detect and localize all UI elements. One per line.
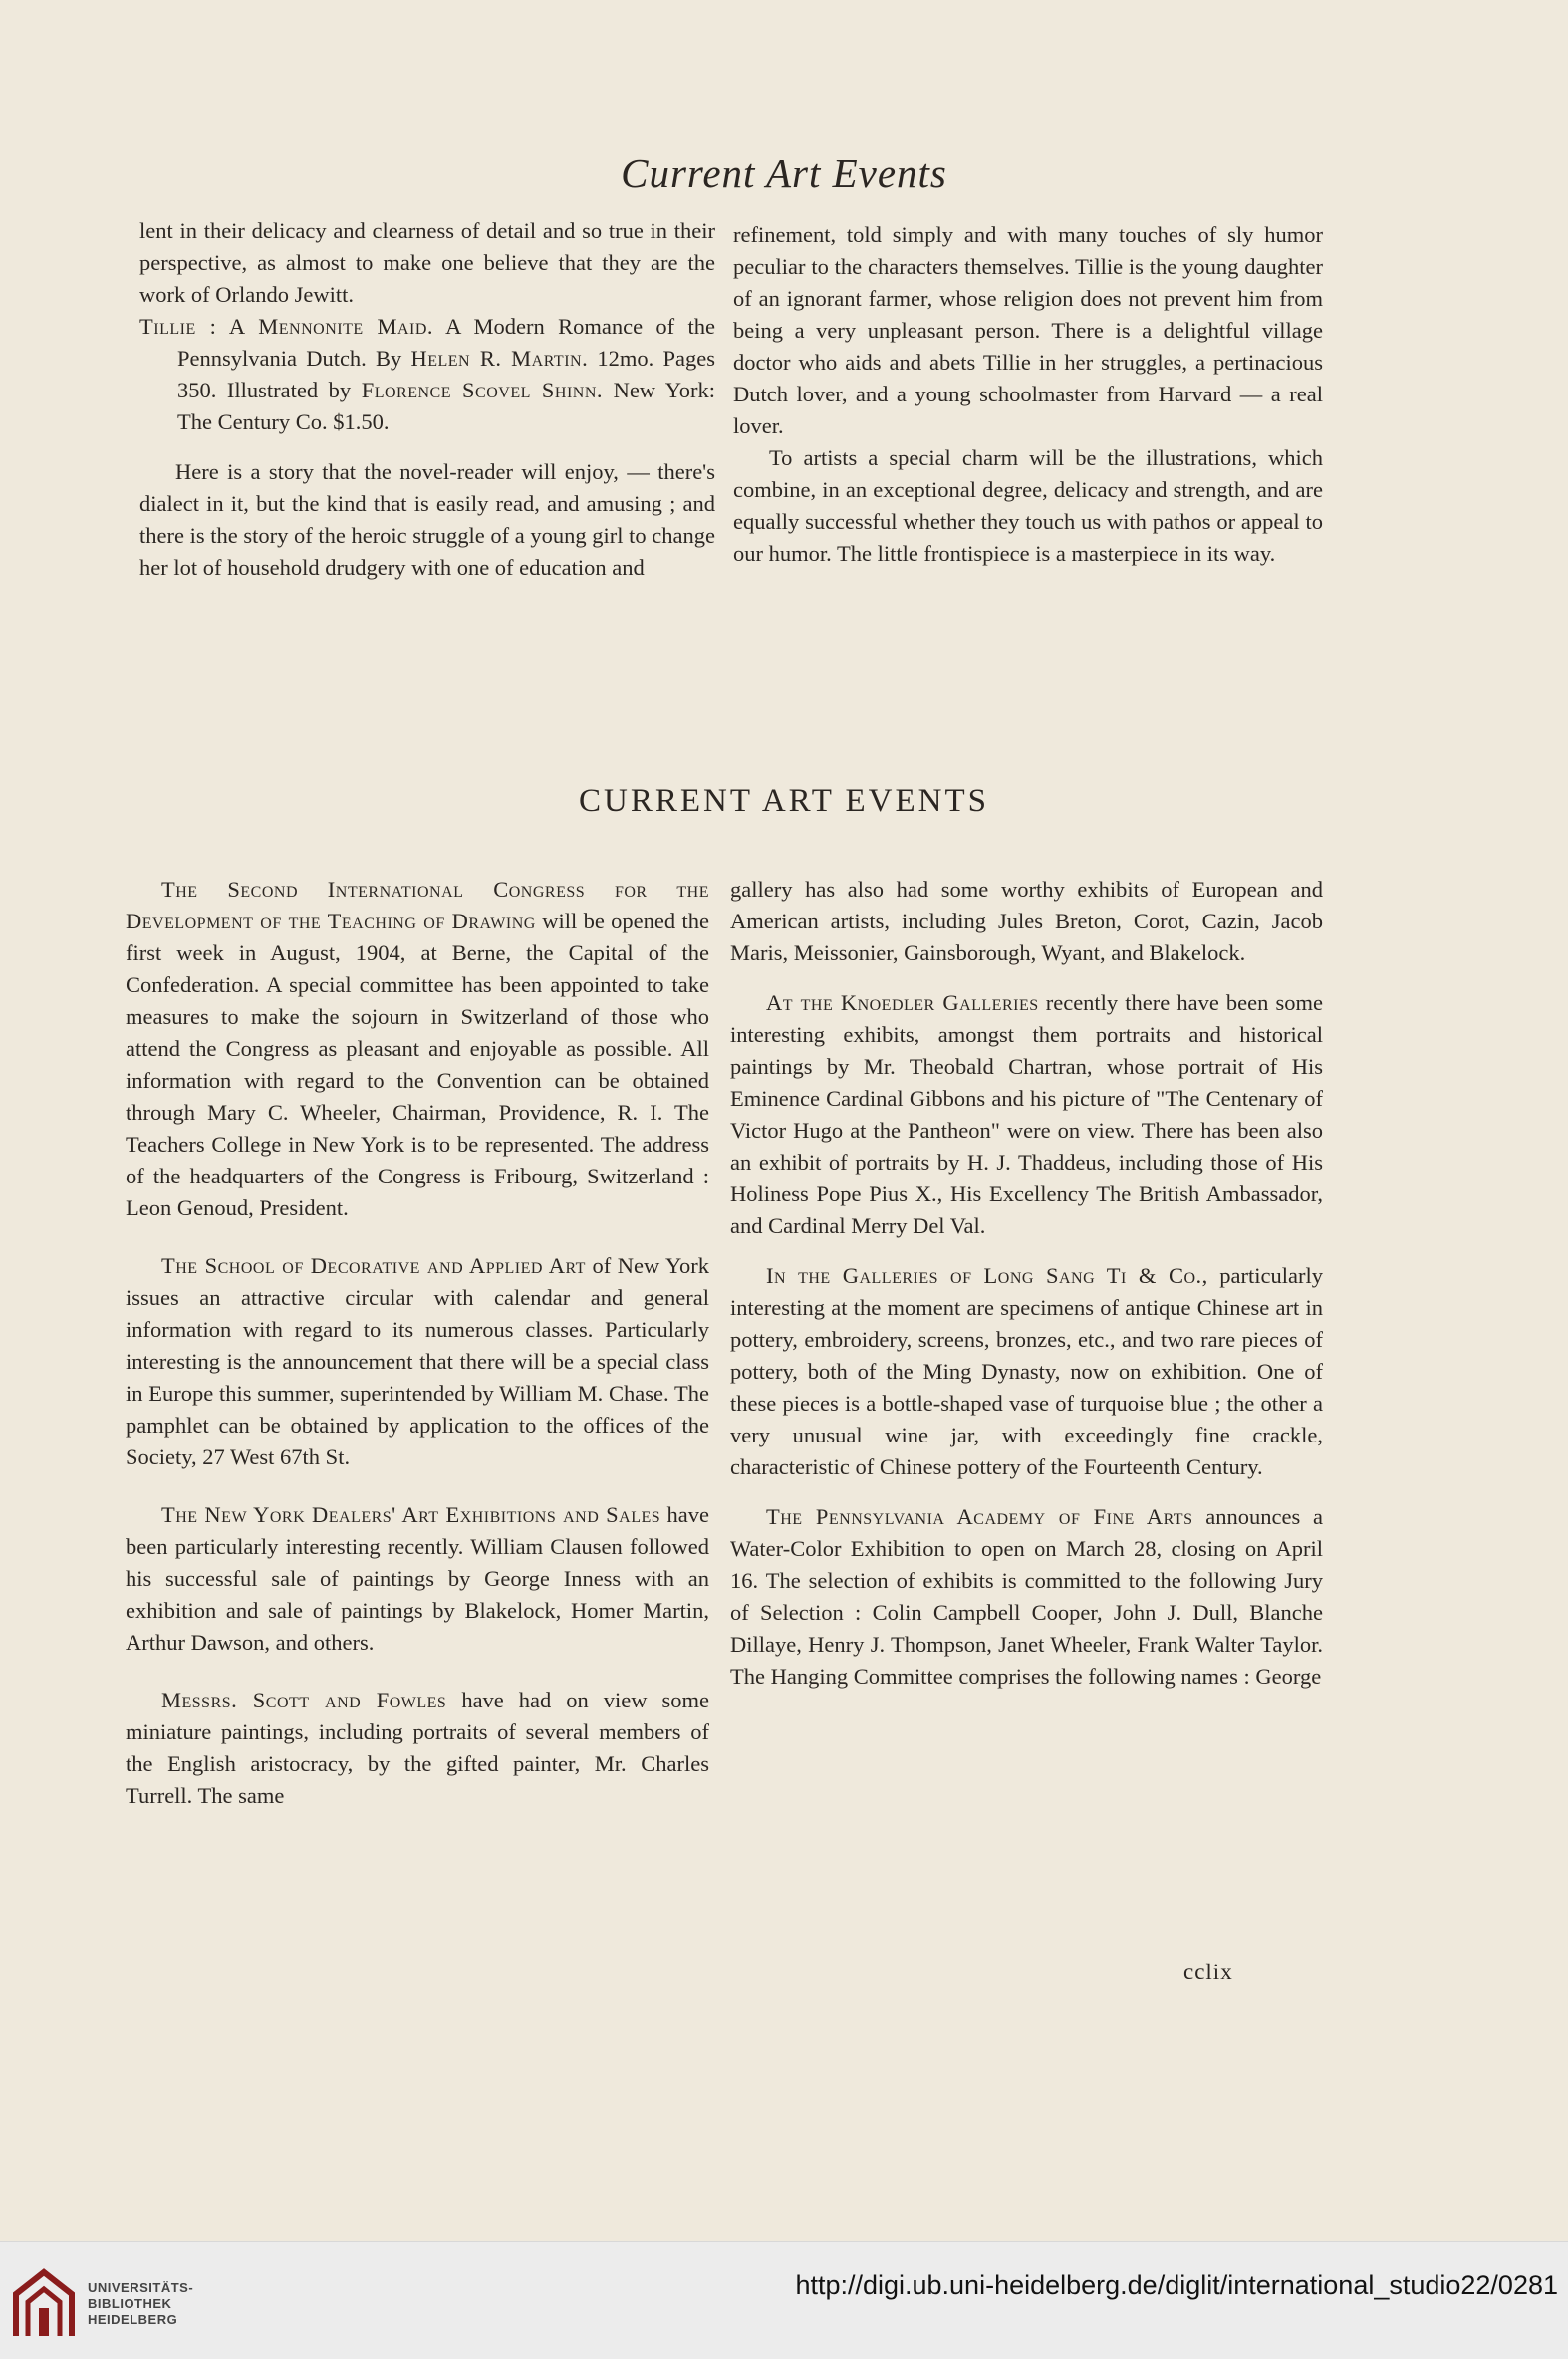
section-title: CURRENT ART EVENTS [578, 783, 989, 819]
paragraph: The New York Dealers' Art Exhibitions and Sales have been particularly interesting recently. William Clausen followed his successful sale of paintings by George Inness with an exhibition and sale of paintings by Blakelock, Homer Martin, Arthur Dawson, and others. [126, 1502, 709, 1655]
paragraph: The Pennsylvania Academy of Fine Arts announces a Water-Color Exhibition to open on March 28, closing on April 16. The selection of exhibits is committed to the following Jury of Selection : Colin Campbell Cooper, John J. Dull, Blanche Dillaye, Henry J. Thompson, Janet Wheeler, Frank Walter Taylor. The Hanging Committee comprises the following names : George [730, 1504, 1323, 1689]
paragraph: The Second International Congress for the Development of the Teaching of Drawing will be opened the first week in August, 1904, at Berne, the Capital of the Confederation. A special committee has been appointed to take measures to make the sojourn in Switzerland of those who attend the Congress as pleasant and enjoyable as possible. All information with regard to the Convention can be obtained through Mary C. Wheeler, Chairman, Providence, R. I. The Teachers College in New York is to be represented. The address of the headquarters of the Congress is Fribourg, Switzerland : Leon Genoud, President. [126, 877, 710, 1220]
viewer-footer [0, 2241, 1568, 2359]
page-number: cclix [1183, 1960, 1233, 1984]
running-head: Current Art Events [621, 150, 947, 196]
source-url[interactable]: http://digi.ub.uni-heidelberg.de/diglit/international_studio22/0281 [795, 2270, 1558, 2300]
left-column-top [139, 215, 715, 584]
right-column-top [733, 219, 1323, 570]
paragraph: In the Galleries of Long Sang Ti & Co., particularly interesting at the moment are specimens of antique Chinese art in pottery, embroidery, screens, bronzes, etc., and two rare pieces of pottery, both of the Ming Dynasty, now on exhibition. One of these pieces is a bottle-shaped vase of turquoise blue ; the other a very unusual wine jar, with exceedingly fine crackle, characteristic of Chinese pottery of the Fourteenth Century. [730, 1263, 1324, 1479]
right-column-bottom [730, 874, 1323, 1693]
paragraph: To artists a special charm will be the illustrations, which combine, in an exceptional degree, delicacy and strength, and are equally successful whether they touch us with pathos or appeal to our humor. The little frontispiece is a masterpiece in its way. [733, 445, 1323, 566]
library-logo-text: UNIVERSITÄTS- BIBLIOTHEK HEIDELBERG [88, 2280, 194, 2327]
paragraph: Here is a story that the novel-reader will enjoy, — there's dialect in it, but the kind that is easily read, and amusing ; and there is the story of the heroic struggle of a young girl to change her lot of household drudgery with one of education and [139, 459, 715, 580]
paragraph: The School of Decorative and Applied Art of New York issues an attractive circular with calendar and general information with regard to its numerous classes. Particularly interesting is the announcement that there will be a special class in Europe this summer, superintended by William M. Chase. The pamphlet can be obtained by application to the offices of the Society, 27 West 67th St. [126, 1253, 709, 1469]
paragraph: gallery has also had some worthy exhibits of European and American artists, including Jules Breton, Corot, Cazin, Jacob Maris, Meissonier, Gainsborough, Wyant, and Blakelock. [730, 877, 1323, 965]
paragraph: Messrs. Scott and Fowles have had on view some miniature paintings, including portraits of several members of the English aristocracy, by the gifted painter, Mr. Charles Turrell. The same [126, 1688, 709, 1808]
book-entry: Tillie : A Mennonite Maid. A Modern Romance of the Pennsylvania Dutch. By Helen R. Martin. 12mo. Pages 350. Illustrated by Florence Scovel Shinn. New York: The Century Co. $1.50. [139, 314, 716, 434]
paragraph: refinement, told simply and with many touches of sly humor peculiar to the characters themselves. Tillie is the young daughter of an ignorant farmer, whose religion does not prevent him from being a very unpleasant person. There is a delightful village doctor who aids and abets Tillie in her struggles, a pertinacious Dutch lover, and a young schoolmaster from Harvard — a real lover. [733, 222, 1323, 438]
paragraph: At the Knoedler Galleries recently there have been some interesting exhibits, amongst them portraits and historical paintings by Mr. Theobald Chartran, whose portrait of His Eminence Cardinal Gibbons and his picture of "The Centenary of Victor Hugo at the Pantheon" were on view. There has been also an exhibit of portraits by H. J. Thaddeus, including those of His Holiness Pope Pius X., His Excellency The British Ambassador, and Cardinal Merry Del Val. [730, 990, 1323, 1238]
paragraph: lent in their delicacy and clearness of detail and so true in their perspective, as almost to make one believe that they are the work of Orlando Jewitt. [139, 218, 715, 307]
library-logo-icon [8, 2264, 80, 2344]
left-column-bottom [126, 874, 709, 1812]
